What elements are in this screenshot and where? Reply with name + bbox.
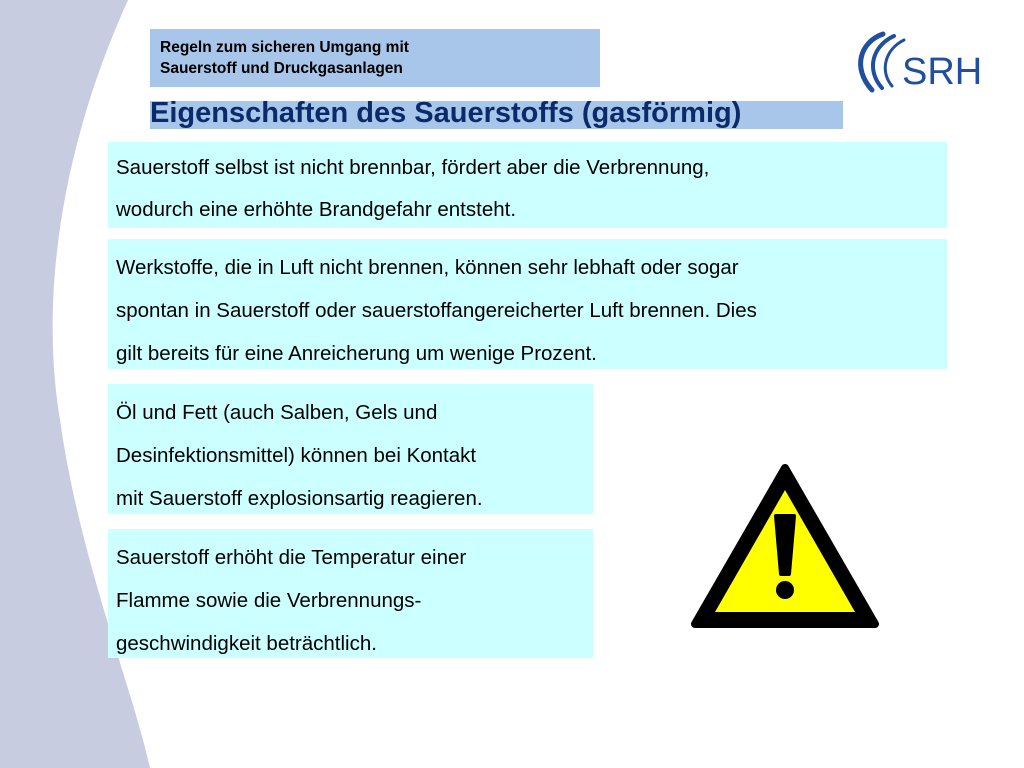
box-line: Flamme sowie die Verbrennungs- (116, 589, 422, 612)
box-line: Sauerstoff erhöht die Temperatur einer (116, 546, 467, 569)
logo-text: SRH (902, 51, 983, 93)
box-line: Öl und Fett (auch Salben, Gels und (116, 401, 438, 424)
box-line: Sauerstoff selbst ist nicht brennbar, fördert aber die Verbrennung, (116, 156, 710, 179)
info-box-oil-grease (108, 384, 593, 514)
info-box-flame-temperature (108, 529, 593, 658)
slide-title: Eigenschaften des Sauerstoffs (gasförmig) (150, 97, 742, 129)
info-box-not-flammable (108, 142, 947, 228)
header-line-1: Regeln zum sicheren Umgang mit (160, 39, 409, 56)
header-line-2: Sauerstoff und Druckgasanlagen (160, 60, 403, 77)
box-line: geschwindigkeit beträchtlich. (116, 632, 377, 655)
box-line: wodurch eine erhöhte Brandgefahr entsteht. (116, 198, 517, 221)
box-line: gilt bereits für eine Anreicherung um wenige Prozent. (116, 342, 597, 365)
presentation-header (150, 29, 600, 87)
box-line: spontan in Sauerstoff oder sauerstoffangereicherter Luft brennen. Dies (116, 299, 757, 322)
box-line: Werkstoffe, die in Luft nicht brennen, können sehr lebhaft oder sogar (116, 256, 739, 279)
info-box-materials (108, 239, 947, 369)
box-line: Desinfektionsmittel) können bei Kontakt (116, 444, 477, 467)
box-line: mit Sauerstoff explosionsartig reagieren. (116, 487, 483, 510)
warning-triangle-icon (690, 462, 880, 630)
srh-logo-icon (848, 28, 988, 98)
